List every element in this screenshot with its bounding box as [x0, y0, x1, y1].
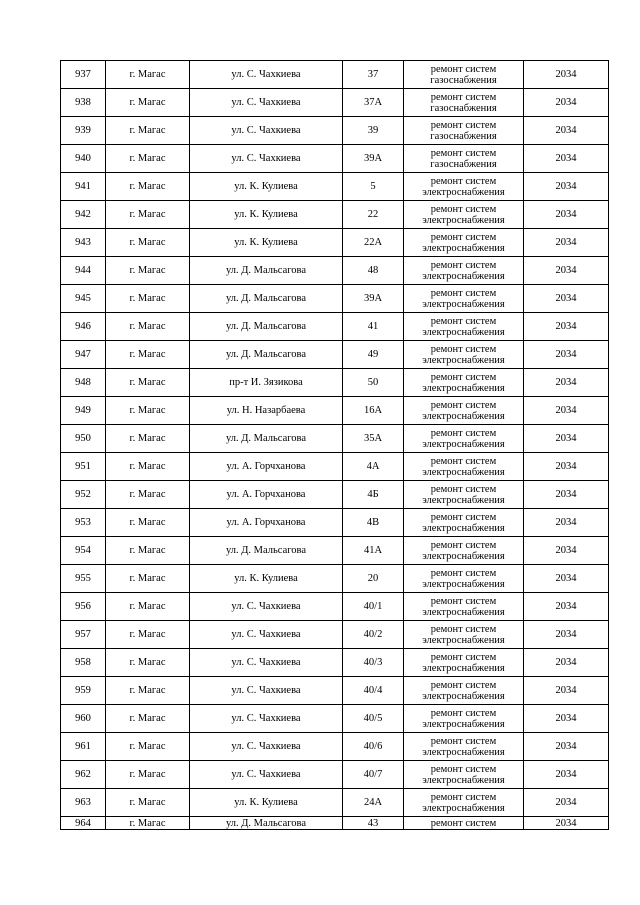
row-number: 945	[61, 285, 106, 313]
table-row	[61, 201, 609, 229]
year-cell: 2034	[524, 61, 609, 89]
table-row	[61, 229, 609, 257]
city-cell: г. Магас	[106, 313, 190, 341]
row-number: 946	[61, 313, 106, 341]
work-type-line2: газоснабжения	[430, 74, 497, 86]
work-type-line1: ремонт систем	[430, 119, 497, 131]
work-type-line1: ремонт систем	[430, 175, 497, 187]
work-type-line2: электроснабжения	[422, 382, 505, 394]
work-type-cell	[404, 369, 524, 397]
work-type-line1: ремонт систем	[430, 315, 497, 327]
year-cell: 2034	[524, 761, 609, 789]
work-type-line1: ремонт систем	[430, 455, 497, 467]
house-number-cell: 40/3	[343, 649, 404, 677]
work-type-line1: ремонт систем	[430, 231, 497, 243]
work-type-cell	[404, 677, 524, 705]
work-type-line2: электроснабжения	[422, 746, 505, 758]
city-cell: г. Магас	[106, 621, 190, 649]
year-cell: 2034	[524, 621, 609, 649]
street-cell: ул. С. Чахкиева	[190, 677, 343, 705]
city-cell: г. Магас	[106, 229, 190, 257]
work-type-line1: ремонт систем	[430, 371, 497, 383]
house-number-cell: 39А	[343, 145, 404, 173]
work-type-cell	[404, 509, 524, 537]
year-cell: 2034	[524, 397, 609, 425]
work-type-cell	[404, 705, 524, 733]
street-cell: ул. А. Горчханова	[190, 453, 343, 481]
city-cell: г. Магас	[106, 817, 190, 830]
row-number: 948	[61, 369, 106, 397]
year-cell: 2034	[524, 789, 609, 817]
table-row	[61, 817, 609, 830]
work-type-cell	[404, 257, 524, 285]
work-type-line2: электроснабжения	[422, 354, 505, 366]
work-type-line1: ремонт систем	[430, 679, 497, 691]
house-number-cell: 37А	[343, 89, 404, 117]
table-row	[61, 509, 609, 537]
year-cell: 2034	[524, 229, 609, 257]
work-type-line1: ремонт систем	[430, 735, 497, 747]
work-type-line2: электроснабжения	[422, 802, 505, 814]
work-type-line1: ремонт систем	[430, 595, 497, 607]
work-type-cell	[404, 229, 524, 257]
row-number: 950	[61, 425, 106, 453]
city-cell: г. Магас	[106, 677, 190, 705]
work-type-line2: электроснабжения	[422, 466, 505, 478]
street-cell: ул. К. Кулиева	[190, 201, 343, 229]
work-type-cell	[404, 789, 524, 817]
work-type-line2: электроснабжения	[422, 270, 505, 282]
row-number: 959	[61, 677, 106, 705]
table-row	[61, 789, 609, 817]
year-cell: 2034	[524, 509, 609, 537]
work-type-line2: электроснабжения	[422, 550, 505, 562]
work-type-cell	[404, 201, 524, 229]
work-type-cell	[404, 313, 524, 341]
city-cell: г. Магас	[106, 201, 190, 229]
work-type-line1: ремонт систем	[430, 791, 497, 803]
house-number-cell: 20	[343, 565, 404, 593]
house-number-cell: 43	[343, 817, 404, 830]
work-type-line1: ремонт систем	[430, 707, 497, 719]
work-type-line2: газоснабжения	[430, 102, 497, 114]
work-type-line2: электроснабжения	[422, 690, 505, 702]
work-type-cell	[404, 649, 524, 677]
row-number: 961	[61, 733, 106, 761]
house-number-cell: 50	[343, 369, 404, 397]
row-number: 952	[61, 481, 106, 509]
row-number: 962	[61, 761, 106, 789]
city-cell: г. Магас	[106, 173, 190, 201]
table-row	[61, 733, 609, 761]
row-number: 956	[61, 593, 106, 621]
street-cell: ул. А. Горчханова	[190, 509, 343, 537]
year-cell: 2034	[524, 341, 609, 369]
house-number-cell: 48	[343, 257, 404, 285]
house-number-cell: 49	[343, 341, 404, 369]
year-cell: 2034	[524, 565, 609, 593]
city-cell: г. Магас	[106, 61, 190, 89]
work-type-cell	[404, 145, 524, 173]
street-cell: ул. К. Кулиева	[190, 229, 343, 257]
year-cell: 2034	[524, 677, 609, 705]
work-type-cell	[404, 397, 524, 425]
house-number-cell: 24А	[343, 789, 404, 817]
work-type-line2: электроснабжения	[422, 494, 505, 506]
house-number-cell: 40/1	[343, 593, 404, 621]
row-number: 942	[61, 201, 106, 229]
work-type-line2: электроснабжения	[422, 326, 505, 338]
table-row	[61, 173, 609, 201]
house-number-cell: 16А	[343, 397, 404, 425]
repair-schedule-table	[60, 60, 609, 830]
row-number: 938	[61, 89, 106, 117]
street-cell: ул. С. Чахкиева	[190, 621, 343, 649]
table-row	[61, 649, 609, 677]
house-number-cell: 5	[343, 173, 404, 201]
work-type-line2: электроснабжения	[422, 774, 505, 786]
row-number: 964	[61, 817, 106, 830]
work-type-line2: электроснабжения	[422, 186, 505, 198]
work-type-cell	[404, 621, 524, 649]
work-type-cell	[404, 565, 524, 593]
row-number: 949	[61, 397, 106, 425]
table-row	[61, 89, 609, 117]
city-cell: г. Магас	[106, 789, 190, 817]
house-number-cell: 40/2	[343, 621, 404, 649]
house-number-cell: 22	[343, 201, 404, 229]
row-number: 937	[61, 61, 106, 89]
street-cell: ул. Д. Мальсагова	[190, 817, 343, 830]
city-cell: г. Магас	[106, 537, 190, 565]
street-cell: ул. С. Чахкиева	[190, 593, 343, 621]
work-type-cell	[404, 285, 524, 313]
work-type-line2: электроснабжения	[422, 242, 505, 254]
street-cell: пр-т И. Зязикова	[190, 369, 343, 397]
street-cell: ул. Д. Мальсагова	[190, 285, 343, 313]
row-number: 951	[61, 453, 106, 481]
house-number-cell: 41	[343, 313, 404, 341]
year-cell: 2034	[524, 173, 609, 201]
city-cell: г. Магас	[106, 705, 190, 733]
work-type-line1: ремонт систем	[430, 651, 497, 663]
city-cell: г. Магас	[106, 565, 190, 593]
work-type-line2: электроснабжения	[422, 606, 505, 618]
work-type-line1: ремонт систем	[430, 763, 497, 775]
table-row	[61, 565, 609, 593]
house-number-cell: 40/7	[343, 761, 404, 789]
work-type-line1: ремонт систем	[430, 63, 497, 75]
work-type-line1: ремонт систем	[430, 539, 497, 551]
work-type-line2: электроснабжения	[422, 662, 505, 674]
street-cell: ул. Д. Мальсагова	[190, 257, 343, 285]
work-type-cell	[404, 117, 524, 145]
work-type-cell	[404, 453, 524, 481]
work-type-line1: ремонт систем	[430, 399, 497, 411]
city-cell: г. Магас	[106, 117, 190, 145]
street-cell: ул. К. Кулиева	[190, 173, 343, 201]
year-cell: 2034	[524, 369, 609, 397]
row-number: 939	[61, 117, 106, 145]
house-number-cell: 4А	[343, 453, 404, 481]
year-cell: 2034	[524, 145, 609, 173]
table-row	[61, 761, 609, 789]
street-cell: ул. С. Чахкиева	[190, 117, 343, 145]
work-type-cell	[404, 481, 524, 509]
street-cell: ул. К. Кулиева	[190, 789, 343, 817]
table-row	[61, 537, 609, 565]
work-type-cell	[404, 733, 524, 761]
work-type-line2: газоснабжения	[430, 158, 497, 170]
street-cell: ул. С. Чахкиева	[190, 733, 343, 761]
city-cell: г. Магас	[106, 257, 190, 285]
row-number: 963	[61, 789, 106, 817]
year-cell: 2034	[524, 537, 609, 565]
street-cell: ул. С. Чахкиева	[190, 145, 343, 173]
work-type-line1: ремонт систем	[430, 259, 497, 271]
work-type-line1: ремонт систем	[430, 511, 497, 523]
year-cell: 2034	[524, 649, 609, 677]
street-cell: ул. К. Кулиева	[190, 565, 343, 593]
work-type-line2: электроснабжения	[422, 298, 505, 310]
row-number: 958	[61, 649, 106, 677]
table-row	[61, 257, 609, 285]
row-number: 940	[61, 145, 106, 173]
table-row	[61, 425, 609, 453]
year-cell: 2034	[524, 285, 609, 313]
work-type-line2: электроснабжения	[422, 578, 505, 590]
street-cell: ул. С. Чахкиева	[190, 705, 343, 733]
work-type-line2: электроснабжения	[422, 522, 505, 534]
work-type-cell	[404, 761, 524, 789]
city-cell: г. Магас	[106, 89, 190, 117]
row-number: 957	[61, 621, 106, 649]
year-cell: 2034	[524, 481, 609, 509]
work-type-line1: ремонт систем	[430, 343, 497, 355]
row-number: 941	[61, 173, 106, 201]
row-number: 954	[61, 537, 106, 565]
work-type-line1: ремонт систем	[430, 91, 497, 103]
work-type-cell	[404, 425, 524, 453]
table-row	[61, 313, 609, 341]
city-cell: г. Магас	[106, 341, 190, 369]
street-cell: ул. С. Чахкиева	[190, 649, 343, 677]
work-type-line1: ремонт систем	[430, 427, 497, 439]
city-cell: г. Магас	[106, 593, 190, 621]
street-cell: ул. Д. Мальсагова	[190, 313, 343, 341]
work-type-line2: электроснабжения	[422, 718, 505, 730]
row-number: 960	[61, 705, 106, 733]
house-number-cell: 4Б	[343, 481, 404, 509]
row-number: 944	[61, 257, 106, 285]
street-cell: ул. С. Чахкиева	[190, 61, 343, 89]
table-row	[61, 481, 609, 509]
table-body	[61, 61, 609, 830]
house-number-cell: 39А	[343, 285, 404, 313]
row-number: 955	[61, 565, 106, 593]
work-type-line1: ремонт систем	[430, 623, 497, 635]
work-type-cell	[404, 61, 524, 89]
street-cell: ул. С. Чахкиева	[190, 89, 343, 117]
year-cell: 2034	[524, 117, 609, 145]
work-type-line2: электроснабжения	[422, 410, 505, 422]
table-row	[61, 117, 609, 145]
work-type-line1: ремонт систем	[430, 287, 497, 299]
city-cell: г. Магас	[106, 649, 190, 677]
table-row	[61, 369, 609, 397]
city-cell: г. Магас	[106, 369, 190, 397]
city-cell: г. Магас	[106, 481, 190, 509]
year-cell: 2034	[524, 705, 609, 733]
year-cell: 2034	[524, 89, 609, 117]
work-type-cell	[404, 817, 524, 830]
house-number-cell: 22А	[343, 229, 404, 257]
work-type-cell	[404, 593, 524, 621]
house-number-cell: 40/5	[343, 705, 404, 733]
work-type-line2: газоснабжения	[430, 130, 497, 142]
street-cell: ул. Д. Мальсагова	[190, 425, 343, 453]
work-type-line2: электроснабжения	[422, 438, 505, 450]
work-type-line1: ремонт систем	[430, 817, 497, 829]
year-cell: 2034	[524, 425, 609, 453]
table-row	[61, 61, 609, 89]
street-cell: ул. Д. Мальсагова	[190, 537, 343, 565]
street-cell: ул. Д. Мальсагова	[190, 341, 343, 369]
work-type-line1: ремонт систем	[430, 203, 497, 215]
table-row	[61, 621, 609, 649]
street-cell: ул. С. Чахкиева	[190, 761, 343, 789]
year-cell: 2034	[524, 313, 609, 341]
work-type-line1: ремонт систем	[430, 483, 497, 495]
year-cell: 2034	[524, 257, 609, 285]
work-type-line2: электроснабжения	[422, 634, 505, 646]
table-row	[61, 285, 609, 313]
table-row	[61, 705, 609, 733]
city-cell: г. Магас	[106, 425, 190, 453]
year-cell: 2034	[524, 817, 609, 830]
city-cell: г. Магас	[106, 761, 190, 789]
row-number: 943	[61, 229, 106, 257]
year-cell: 2034	[524, 453, 609, 481]
year-cell: 2034	[524, 733, 609, 761]
table-row	[61, 341, 609, 369]
city-cell: г. Магас	[106, 453, 190, 481]
work-type-line1: ремонт систем	[430, 567, 497, 579]
table-row	[61, 145, 609, 173]
house-number-cell: 37	[343, 61, 404, 89]
house-number-cell: 41А	[343, 537, 404, 565]
work-type-line2: электроснабжения	[422, 214, 505, 226]
street-cell: ул. А. Горчханова	[190, 481, 343, 509]
work-type-cell	[404, 173, 524, 201]
house-number-cell: 40/4	[343, 677, 404, 705]
row-number: 947	[61, 341, 106, 369]
table-row	[61, 677, 609, 705]
work-type-cell	[404, 89, 524, 117]
house-number-cell: 40/6	[343, 733, 404, 761]
street-cell: ул. Н. Назарбаева	[190, 397, 343, 425]
city-cell: г. Магас	[106, 285, 190, 313]
work-type-cell	[404, 341, 524, 369]
house-number-cell: 39	[343, 117, 404, 145]
city-cell: г. Магас	[106, 145, 190, 173]
work-type-line1: ремонт систем	[430, 147, 497, 159]
year-cell: 2034	[524, 201, 609, 229]
year-cell: 2034	[524, 593, 609, 621]
city-cell: г. Магас	[106, 733, 190, 761]
row-number: 953	[61, 509, 106, 537]
city-cell: г. Магас	[106, 509, 190, 537]
table-row	[61, 593, 609, 621]
house-number-cell: 4В	[343, 509, 404, 537]
table-row	[61, 397, 609, 425]
table-row	[61, 453, 609, 481]
city-cell: г. Магас	[106, 397, 190, 425]
work-type-cell	[404, 537, 524, 565]
house-number-cell: 35А	[343, 425, 404, 453]
